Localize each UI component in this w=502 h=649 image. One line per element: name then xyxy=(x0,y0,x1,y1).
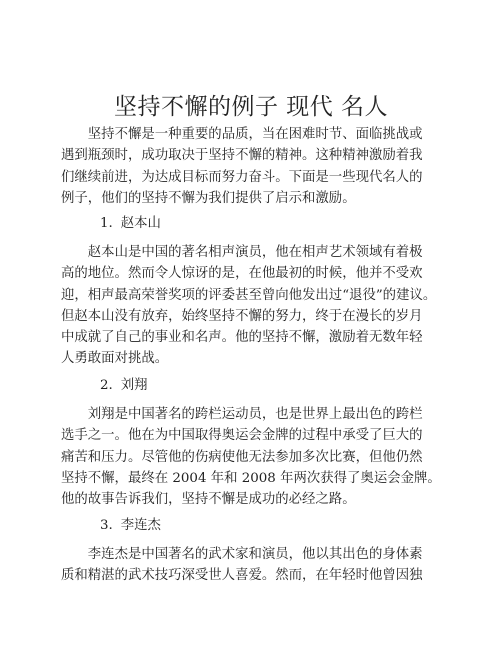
section-paragraph-1 xyxy=(61,242,441,370)
paragraph-line: 中成就了自己的事业和名声。他的坚持不懈，激励着无数年轻 xyxy=(61,330,423,346)
section-name: 赵本山 xyxy=(120,216,161,231)
section-number: 2. xyxy=(100,378,113,393)
section-number: 3. xyxy=(100,518,113,533)
paragraph-line: 高的地位。然而令人惊讶的是，在他最初的时候，他并不受欢 xyxy=(61,266,423,282)
intro-paragraph xyxy=(61,124,441,209)
paragraph-line: 遇到瓶颈时，成功取决于坚持不懈的精神。这种精神激励着我 xyxy=(61,148,423,164)
section-heading-3 xyxy=(100,514,161,533)
paragraph-line: 选手之一。他在为中国取得奥运会金牌的过程中承受了巨大的 xyxy=(61,428,423,444)
section-name: 刘翔 xyxy=(120,378,148,393)
paragraph-line: 赵本山是中国的著名相声演员，他在相声艺术领域有着极 xyxy=(87,245,423,260)
paragraph-line: 李连杰是中国著名的武术家和演员，他以其出色的身体素 xyxy=(87,547,423,562)
document-title: 坚持不懈的例子 现代 名人 xyxy=(113,94,389,120)
section-number: 1. xyxy=(100,216,113,231)
paragraph-line: 但赵本山没有放弃，始终坚持不懈的努力，终于在漫长的岁月 xyxy=(61,308,423,324)
paragraph-line: 刘翔是中国著名的跨栏运动员，也是世界上最出色的跨栏 xyxy=(87,407,423,422)
paragraph-line: 他的故事告诉我们，坚持不懈是成功的必经之路。 xyxy=(61,492,356,508)
section-heading-2 xyxy=(100,374,148,393)
paragraph-line: 们继续前进，为达成目标而努力奋斗。下面是一些现代名人的 xyxy=(61,169,423,185)
paragraph-line: 人勇敢面对挑战。 xyxy=(61,351,169,367)
section-paragraph-3 xyxy=(61,544,441,587)
paragraph-line: 例子，他们的坚持不懈为我们提供了启示和激励。 xyxy=(61,190,356,206)
section-name: 李连杰 xyxy=(120,518,161,533)
paragraph-line: 迎，相声最高荣誉奖项的评委甚至曾向他发出过“退役”的建议。 xyxy=(61,287,437,303)
paragraph-line: 坚持不懈是一种重要的品质，当在困难时节、面临挑战或 xyxy=(87,127,423,142)
section-heading-1 xyxy=(100,212,161,231)
paragraph-line: 痛苦和压力。尽管他的伤病使他无法参加多次比赛，但他仍然 xyxy=(61,449,423,465)
paragraph-line: 质和精湛的武术技巧深受世人喜爱。然而，在年轻时他曾因独 xyxy=(61,568,423,584)
section-paragraph-2 xyxy=(61,404,441,510)
paragraph-line: 坚持不懈，最终在 2004 年和 2008 年两次获得了奥运会金牌。 xyxy=(61,470,441,486)
